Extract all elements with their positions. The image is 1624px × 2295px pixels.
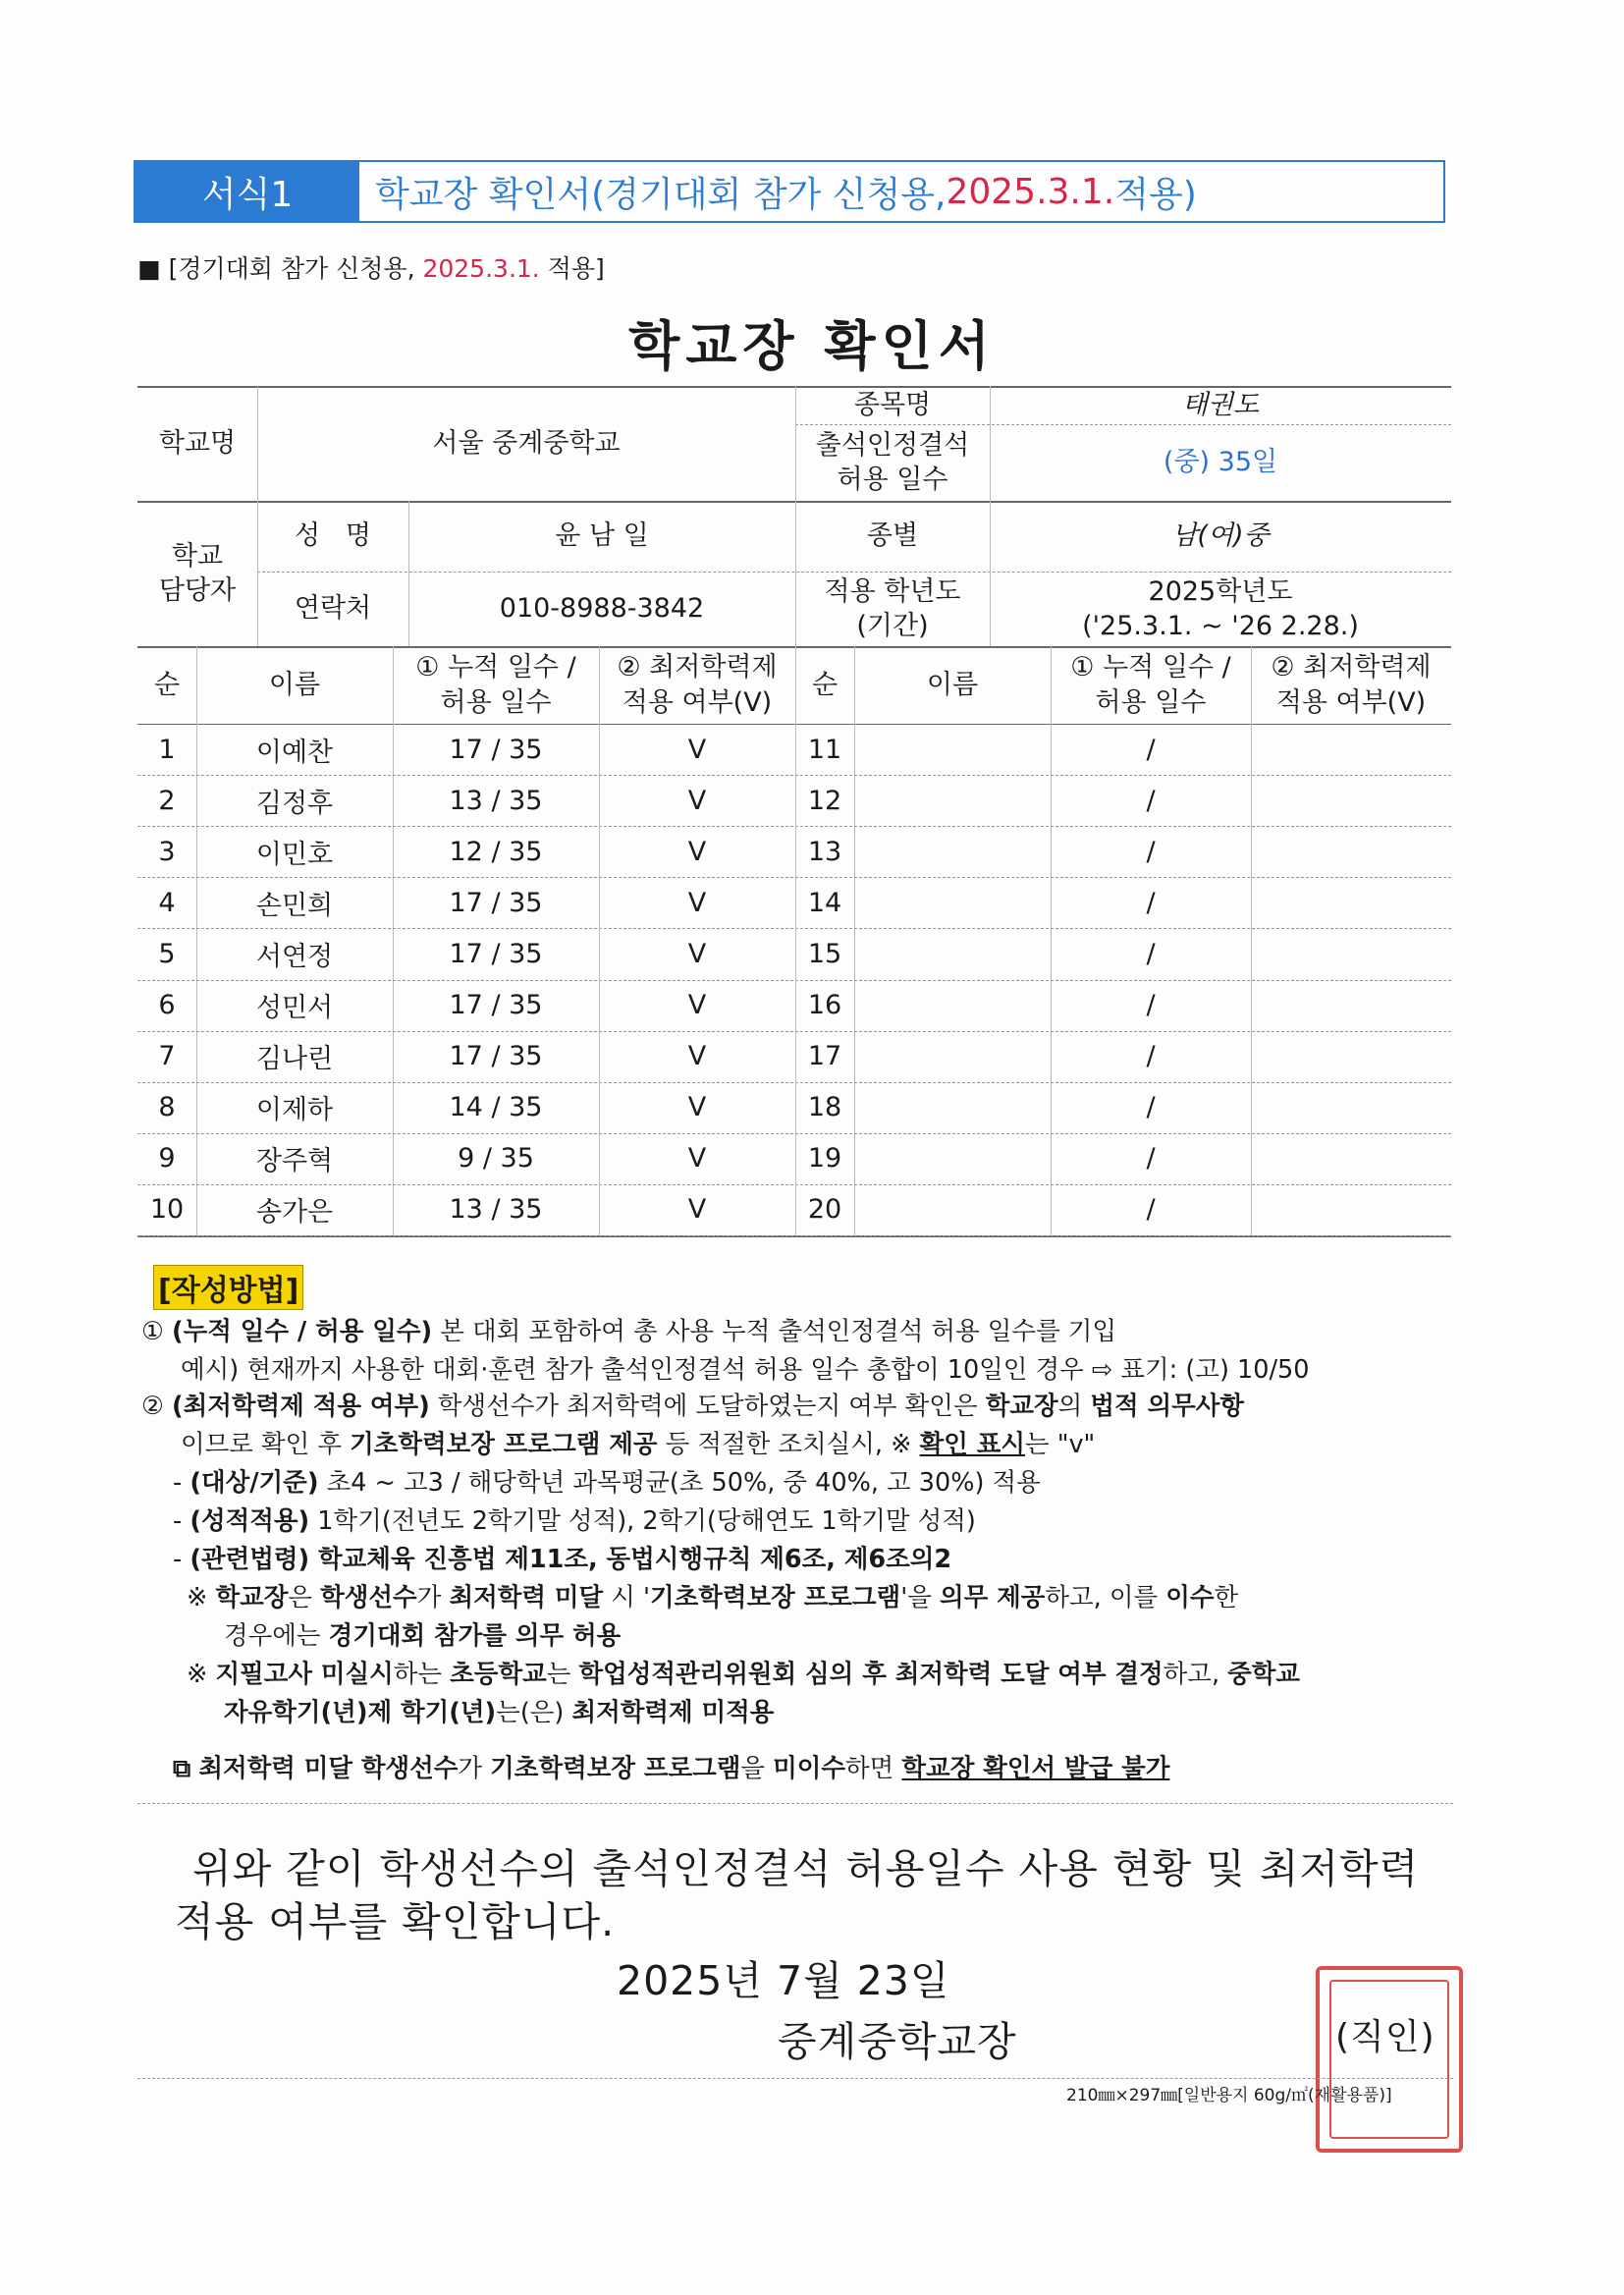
table-cell-days: / [1146,887,1156,918]
instruction-grades-text: 1학기(전년도 2학기말 성적), 2학기(당해연도 1학기말 성적) [309,1506,976,1536]
document-title: 학교장 확인서 [628,315,996,377]
table-cell-min [1251,775,1451,826]
instruction-target-text: 초4 ~ 고3 / 해당학년 과목평균(초 50%, 중 40%, 고 30%) 적용 [318,1468,1041,1498]
warn-d: 을 [740,1754,774,1783]
instruction-law: - (관련법령) 학교체육 진흥법 제11조, 동법시행규칙 제6조, 제6조의2 [173,1545,952,1574]
banner-title-part2: 적용) [1114,174,1197,215]
banner-title-part1: 학교장 확인서(경기대회 참가 신청용, [375,174,947,215]
table-cell-name [854,980,1051,1031]
table-cell-min [1251,1184,1451,1235]
header-days-right: ① 누적 일수 / 허용 일수 [1070,652,1231,718]
instruction-1-bold: (누적 일수 / 허용 일수) [171,1317,433,1346]
table-cell-no: 5 [158,938,176,969]
table-cell-days: 17 / 35 [449,887,543,918]
warn-a: 최저학력 미달 학생선수 [198,1754,459,1783]
instruction-1-text: 본 대회 포함하여 총 사용 누적 출석인정결석 허용 일수를 기입 [432,1317,1117,1346]
table-cell-min: V [687,785,707,816]
school-year-value: 2025학년도 ('25.3.1. ~ '26 2.28.) [1082,575,1359,641]
note1b-b: 경기대회 참가를 의무 허용 [328,1621,622,1651]
note2-b: 하는 [393,1660,451,1689]
table-cell-name: 송가은 [255,1197,334,1229]
table-cell-min [1251,826,1451,877]
table-cell-min: V [687,887,707,918]
contact-label: 연락처 [294,593,372,625]
divider [137,1803,1453,1804]
table-cell-no: 12 [807,785,842,816]
form-number-tag: 서식1 [135,162,359,221]
table-cell-no: 1 [158,734,176,765]
school-year-label: 적용 학년도 (기간) [824,575,961,641]
warn-e: 미이수 [773,1754,846,1783]
note1-k: 이수 [1165,1583,1215,1612]
table-cell-days: 17 / 35 [449,990,543,1021]
square-bullet-icon: ■ [137,254,161,283]
table-cell-name [854,724,1051,775]
header-name-right: 이름 [926,669,979,700]
table-cell-min [1251,724,1451,775]
table-cell-min: V [687,990,707,1021]
instruction-line-2b [181,1430,1096,1459]
circled-two: ② [141,1392,164,1421]
table-cell-no: 4 [158,887,176,918]
table-cell-min [1251,1082,1451,1133]
instruction-2b-text: 이므로 확인 후 [181,1430,351,1459]
instruction-2b-text2: 등 적절한 조치실시, ※ [657,1430,920,1459]
school-name-label: 학교명 [158,427,237,459]
note1b-a: 경우에는 [224,1621,329,1651]
table-cell-no: 19 [807,1143,842,1175]
instruction-target-bold: (대상/기준) [189,1468,319,1498]
header-name-left: 이름 [268,669,321,700]
table-cell-min: V [687,1041,707,1072]
table-cell-no: 13 [807,836,842,867]
table-cell-no: 17 [807,1041,842,1072]
instruction-2-legal: 법적 의무사항 [1090,1392,1245,1421]
seal-mark-label: (직인) [1335,2017,1435,2057]
table-cell-days: / [1146,785,1156,816]
table-cell-name [854,877,1051,928]
note2b-a: 자유학기(년)제 학기(년) [224,1698,497,1727]
table-cell-min: V [687,734,707,765]
table-cell-days: / [1146,836,1156,867]
table-cell-name [854,775,1051,826]
table-cell-no: 10 [149,1194,185,1226]
table-cell-days: 13 / 35 [449,1194,543,1226]
table-cell-name: 이민호 [255,839,334,870]
warn-f: 하면 [845,1754,902,1783]
table-cell-days: / [1146,1143,1156,1175]
note1-h: '을 [900,1583,940,1612]
warn-b: 가 [458,1754,491,1783]
table-cell-no: 3 [158,836,176,867]
subheading-part2: 적용] [539,254,605,283]
table-cell-min [1251,928,1451,979]
school-name-value: 서울 중계중학교 [432,427,621,459]
subheading [137,249,605,285]
table-cell-name: 장주혁 [255,1146,334,1177]
table-cell-days: 17 / 35 [449,1041,543,1072]
sport-label: 종목명 [853,389,932,420]
note1-g: 기초학력보장 프로그램 [649,1583,901,1612]
table-cell-days: 14 / 35 [449,1092,543,1123]
sport-value: 태권도 [1181,389,1260,420]
instruction-2b-text3: 는 "v" [1024,1430,1096,1459]
instruction-2b-mark: 확인 표시 [919,1430,1025,1459]
table-cell-name: 손민희 [255,890,334,921]
table-cell-name [854,1031,1051,1082]
table-cell-name: 서연정 [255,941,334,972]
absence-days-value: (중) 35일 [1163,447,1278,478]
category-label: 종별 [866,520,919,552]
instruction-2-text2: 의 [1057,1392,1091,1421]
instruction-2-text: 학생선수가 최저학력에 도달하였는지 여부 확인은 [429,1392,986,1421]
header-no-right: 순 [811,669,839,700]
note1-c: 학생선수 [320,1583,417,1612]
table-cell-name: 김나린 [255,1044,334,1075]
table-cell-min: V [687,1143,707,1175]
note2b-c: 최저학력제 미적용 [571,1698,775,1727]
subheading-date: 2025.3.1. [422,254,540,283]
table-cell-days: / [1146,1194,1156,1226]
header-min-left: ② 최저학력제 적용 여부(V) [617,652,778,718]
table-cell-name [854,1133,1051,1184]
subheading-part1: [경기대회 참가 신청용, [160,254,423,283]
instruction-2-bold: (최저학력제 적용 여부) [171,1392,430,1421]
note1-f: 시 ' [603,1583,650,1612]
absence-days-label: 출석인정결석 허용 일수 [815,429,970,495]
table-cell-no: 18 [807,1092,842,1123]
table-cell-name [854,826,1051,877]
confirm-line-1: 위와 같이 학생선수의 출석인정결석 허용일수 사용 현황 및 최저학력 [192,1845,1420,1892]
confirm-signer: 중계중학교장 [778,2018,1017,2065]
table-cell-name: 이제하 [255,1095,334,1126]
instruction-grades-bold: (성적적용) [189,1506,310,1536]
table-cell-min [1251,980,1451,1031]
table-cell-days: 17 / 35 [449,938,543,969]
seal-inner-border [1329,1980,1449,2139]
instruction-note-2: ※ 지필고사 미실시하는 초등학교는 학업성적관리위원회 심의 후 최저학력 도달 여부 결정하고, 중학교 [187,1660,1301,1689]
manager-name-label: 성 명 [295,520,371,552]
table-cell-min [1251,1031,1451,1082]
table-cell-name: 김정후 [255,788,334,819]
table-cell-days: / [1146,1041,1156,1072]
paper-size-note: 210㎜×297㎜[일반용지 60g/㎡(재활용품)] [1066,2086,1392,2105]
official-seal-stamp [1316,1966,1463,2153]
table-cell-name: 성민서 [255,993,334,1024]
confirm-date: 2025년 7월 23일 [617,1957,950,2004]
instruction-line-1 [141,1317,1117,1346]
table-cell-min: V [687,1092,707,1123]
instruction-2b-bold: 기초학력보장 프로그램 제공 [350,1430,658,1459]
table-cell-no: 15 [807,938,842,969]
table-cell-min: V [687,1194,707,1226]
instruction-example: 예시) 현재까지 사용한 대회·훈련 참가 출석인정결석 허용 일수 총합이 10일인 경우 ⇨ 표기: (고) 10/50 [181,1355,1310,1385]
circled-one: ① [141,1317,164,1346]
table-cell-days: 17 / 35 [449,734,543,765]
table-cell-no: 14 [807,887,842,918]
table-cell-days: 12 / 35 [449,836,543,867]
instruction-warning [173,1754,1170,1783]
manager-label: 학교 담당자 [158,540,237,606]
note1-d: 가 [416,1583,450,1612]
note2b-b: 는(은) [496,1698,572,1727]
instruction-note-1: ※ 학교장은 학생선수가 최저학력 미달 시 '기초학력보장 프로그램'을 의무 제공하고, 이를 이수한 [187,1583,1239,1612]
instruction-note-2b [224,1698,775,1727]
table-cell-no: 2 [158,785,176,816]
banner-title-date: 2025.3.1. [946,171,1115,212]
instruction-target: - (대상/기준) 초4 ~ 고3 / 해당학년 과목평균(초 50%, 중 40%, 고 30%) 적용 [173,1468,1041,1498]
instructions-heading: [작성방법] [153,1265,303,1310]
table-cell-no: 6 [158,990,176,1021]
note1-l: 한 [1214,1583,1239,1612]
table-cell-no: 20 [807,1194,842,1226]
table-cell-no: 7 [158,1041,176,1072]
table-cell-days: 9 / 35 [458,1143,534,1175]
form-banner [134,160,1445,223]
table-cell-days: / [1146,1092,1156,1123]
table-cell-name [854,928,1051,979]
row-divider [137,1235,1451,1236]
table-cell-min [1251,877,1451,928]
table-cell-days: 13 / 35 [449,785,543,816]
instruction-line-2 [141,1394,1244,1420]
table-cell-no: 8 [158,1092,176,1123]
table-cell-days: / [1146,990,1156,1021]
note2-c: 초등학교 [450,1660,547,1689]
table-cell-name [854,1082,1051,1133]
note2-e: 학업성적관리위원회 심의 후 최저학력 도달 여부 결정 [578,1660,1164,1689]
header-no-left: 순 [153,669,181,700]
note1-a: 학교장 [215,1583,289,1612]
form-banner-title [359,162,1443,221]
table-cell-days: / [1146,734,1156,765]
table-cell-no: 9 [158,1143,176,1175]
header-min-right: ② 최저학력제 적용 여부(V) [1271,652,1432,718]
note2-a: 지필고사 미실시 [215,1660,394,1689]
note1-b: 은 [288,1583,321,1612]
note1-j: 하고, 이를 [1045,1583,1166,1612]
manager-name-value: 윤 남 일 [555,520,649,552]
instruction-grades: - (성적적용) 1학기(전년도 2학기말 성적), 2학기(당해연도 1학기말 성적) [173,1506,976,1536]
table-cell-no: 16 [807,990,842,1021]
table-cell-min: V [687,836,707,867]
instruction-law-bold: (관련법령) 학교체육 진흥법 제11조, 동법시행규칙 제6조, 제6조의2 [189,1545,952,1574]
note1-i: 의무 제공 [939,1583,1046,1612]
category-value: 남(여)중 [1171,520,1270,552]
table-cell-name [854,1184,1051,1235]
table-cell-min: V [687,938,707,969]
table-cell-days: / [1146,938,1156,969]
note1-e: 최저학력 미달 [449,1583,604,1612]
confirm-line-2: 적용 여부를 확인합니다. [175,1898,616,1945]
table-cell-min [1251,1133,1451,1184]
note2-g: 중학교 [1227,1660,1301,1689]
arrow-box-icon: ⧉ [173,1754,191,1783]
table-cell-name: 이예찬 [255,737,334,768]
warn-c: 기초학력보장 프로그램 [490,1754,741,1783]
divider [137,2078,1453,2079]
table-cell-no: 11 [807,734,842,765]
note2-f: 하고, [1163,1660,1228,1689]
contact-value: 010-8988-3842 [499,593,705,625]
note2-d: 는 [546,1660,579,1689]
warn-g: 학교장 확인서 발급 불가 [901,1754,1170,1783]
instruction-note-1b [224,1621,622,1651]
header-days-left: ① 누적 일수 / 허용 일수 [415,652,576,718]
instruction-2-principal: 학교장 [985,1392,1058,1421]
